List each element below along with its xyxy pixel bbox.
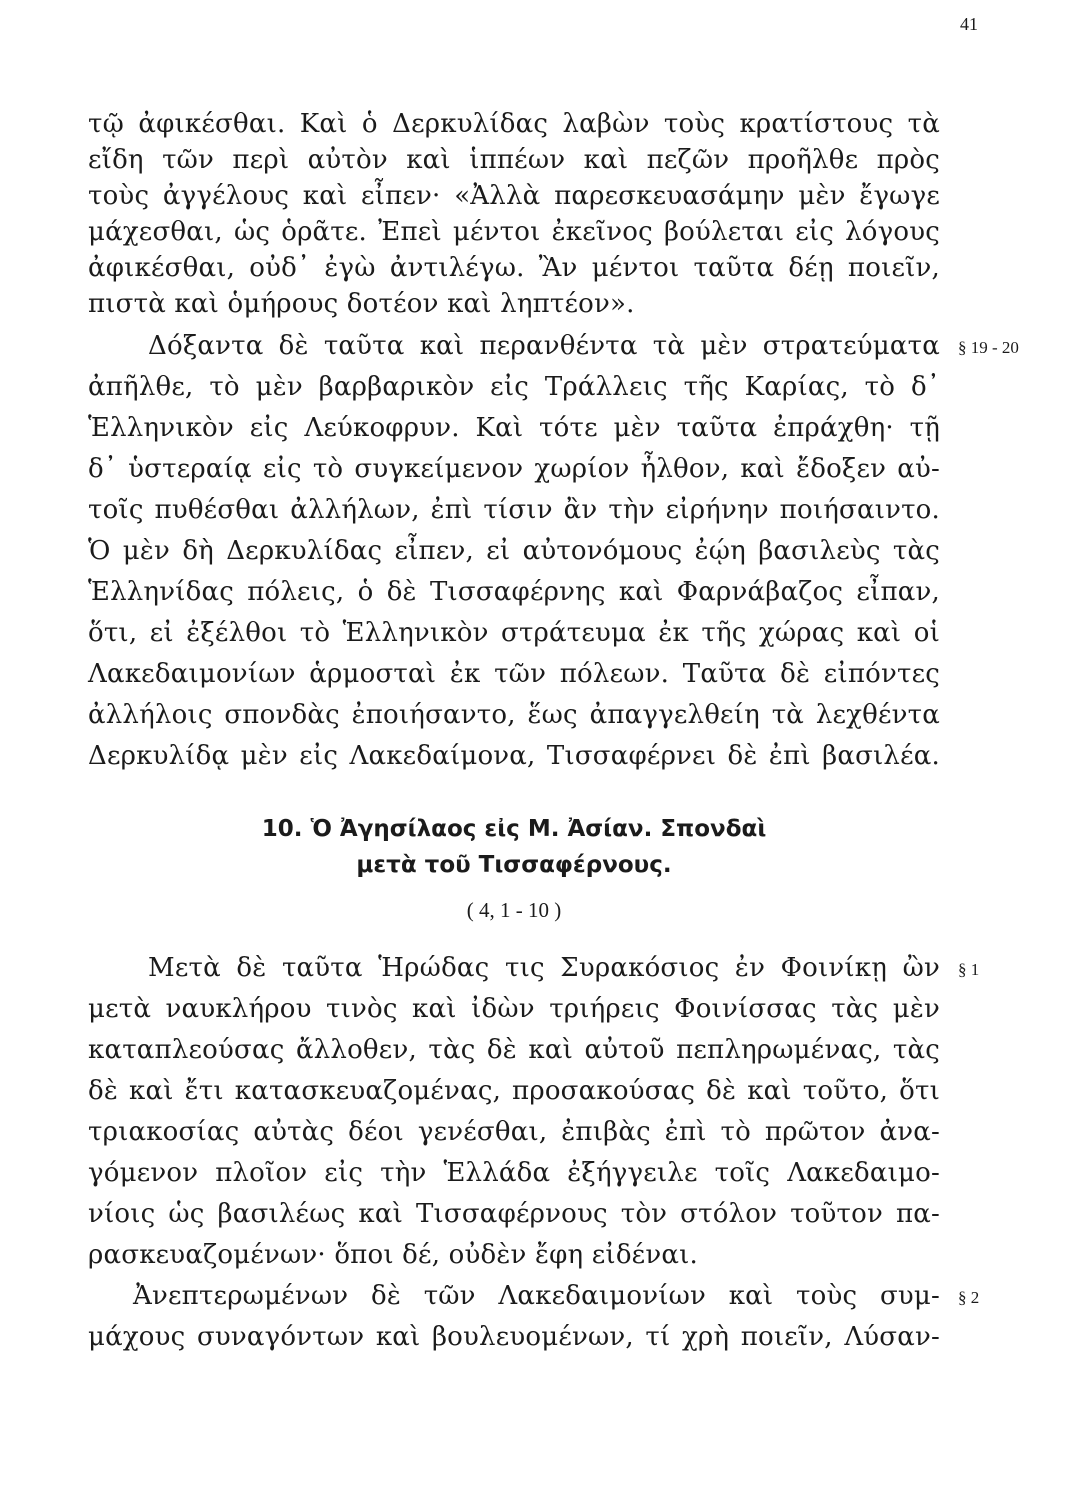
source-reference: ( 4, 1 - 10 ): [466, 898, 562, 922]
text-line: μετὰ ναυκλήρου τινὸς καὶ ἰδὼν τριήρεις Φοινίσσας τὰς μὲν: [88, 994, 940, 1024]
marginal-section-ref: § 19 - 20: [958, 338, 1019, 357]
section-title-line-2: μετὰ τοῦ Τισσαφέρνους.: [356, 852, 672, 878]
text-line: καταπλεούσας ἄλλοθεν, τὰς δὲ καὶ αὐτοῦ πεπληρωμένας, τὰς: [88, 1035, 940, 1065]
text-line: τῷ ἀφικέσθαι. Καὶ ὁ Δερκυλίδας λαβὼν τοὺς κρατίστους τὰ: [88, 109, 940, 139]
text-line: εἴδη τῶν περὶ αὐτὸν καὶ ἱππέων καὶ πεζῶν προῆλθε πρὸς: [88, 145, 940, 175]
marginal-section-ref: § 2: [958, 1288, 980, 1307]
text-line: ἀπῆλθε, τὸ μὲν βαρβαρικὸν εἰς Τράλλεις τῆς Καρίας, τὸ δ᾽: [88, 372, 940, 402]
text-line: μάχεσθαι, ὡς ὁρᾶτε. Ἐπεὶ μέντοι ἐκεῖνος βούλεται εἰς λόγους: [88, 217, 940, 247]
section-title-line-1: 10. Ὁ Ἀγησίλαος εἰς Μ. Ἀσίαν. Σπονδαὶ: [261, 816, 767, 842]
text-line: Ἀνεπτερωμένων δὲ τῶν Λακεδαιμονίων καὶ τοὺς συμ-: [133, 1281, 940, 1311]
text-line: ρασκευαζομένων· ὅποι δέ, οὐδὲν ἔφη εἰδέναι.: [88, 1240, 698, 1270]
text-line: τοῖς πυθέσθαι ἀλλήλων, ἐπὶ τίσιν ἂν τὴν εἰρήνην ποιήσαιντο.: [88, 495, 940, 525]
text-line: Δερκυλίδᾳ μὲν εἰς Λακεδαίμονα, Τισσαφέρνει δὲ ἐπὶ βασιλέα.: [88, 741, 940, 771]
text-line: τριακοσίας αὐτὰς δέοι γενέσθαι, ἐπιβὰς ἐπὶ τὸ πρῶτον ἀνα-: [88, 1117, 940, 1147]
text-line: γόμενον πλοῖον εἰς τὴν Ἑλλάδα ἐξήγγειλε τοῖς Λακεδαιμο-: [88, 1158, 940, 1188]
text-line: Ὁ μὲν δὴ Δερκυλίδας εἶπεν, εἰ αὐτονόμους ἐῴη βασιλεὺς τὰς: [88, 536, 940, 566]
text-line: δὲ καὶ ἔτι κατασκευαζομένας, προσακούσας δὲ καὶ τοῦτο, ὅτι: [88, 1076, 940, 1106]
text-line: ὅτι, εἰ ἐξέλθοι τὸ Ἑλληνικὸν στράτευμα ἐκ τῆς χώρας καὶ οἱ: [88, 618, 940, 648]
text-line: Λακεδαιμονίων ἁρμοσταὶ ἐκ τῶν πόλεων. Ταῦτα δὲ εἰπόντες: [88, 659, 940, 689]
text-line: Ἑλληνίδας πόλεις, ὁ δὲ Τισσαφέρνης καὶ Φαρνάβαζος εἶπαν,: [88, 577, 940, 607]
text-line: νίοις ὡς βασιλέως καὶ Τισσαφέρνους τὸν στόλον τοῦτον πα-: [88, 1199, 940, 1229]
text-line: Δόξαντα δὲ ταῦτα καὶ περανθέντα τὰ μὲν στρατεύματα: [148, 331, 940, 361]
marginal-section-ref: § 1: [958, 960, 980, 979]
text-line: δ᾽ ὑστεραίᾳ εἰς τὸ συγκείμενον χωρίον ἦλθον, καὶ ἔδοξεν αὐ-: [88, 454, 940, 484]
text-line: μάχους συναγόντων καὶ βουλευομένων, τί χρὴ ποιεῖν, Λύσαν-: [88, 1322, 940, 1352]
text-line: Μετὰ δὲ ταῦτα Ἡρώδας τις Συρακόσιος ἐν Φοινίκῃ ὢν: [148, 953, 940, 983]
page-number: 41: [960, 14, 978, 34]
text-line: τοὺς ἀγγέλους καὶ εἶπεν· «Ἀλλὰ παρεσκευασάμην μὲν ἔγωγε: [88, 181, 940, 211]
text-line: Ἑλληνικὸν εἰς Λεύκοφρυν. Καὶ τότε μὲν ταῦτα ἐπράχθη· τῇ: [88, 413, 940, 443]
text-line: ἀλλήλοις σπονδὰς ἐποιήσαντο, ἕως ἀπαγγελθείη τὰ λεχθέντα: [88, 700, 940, 730]
text-line: πιστὰ καὶ ὁμήρους δοτέον καὶ ληπτέον».: [88, 289, 635, 319]
text-line: ἀφικέσθαι, οὐδ᾽ ἐγὼ ἀντιλέγω. Ἂν μέντοι ταῦτα δέῃ ποιεῖν,: [88, 253, 940, 283]
